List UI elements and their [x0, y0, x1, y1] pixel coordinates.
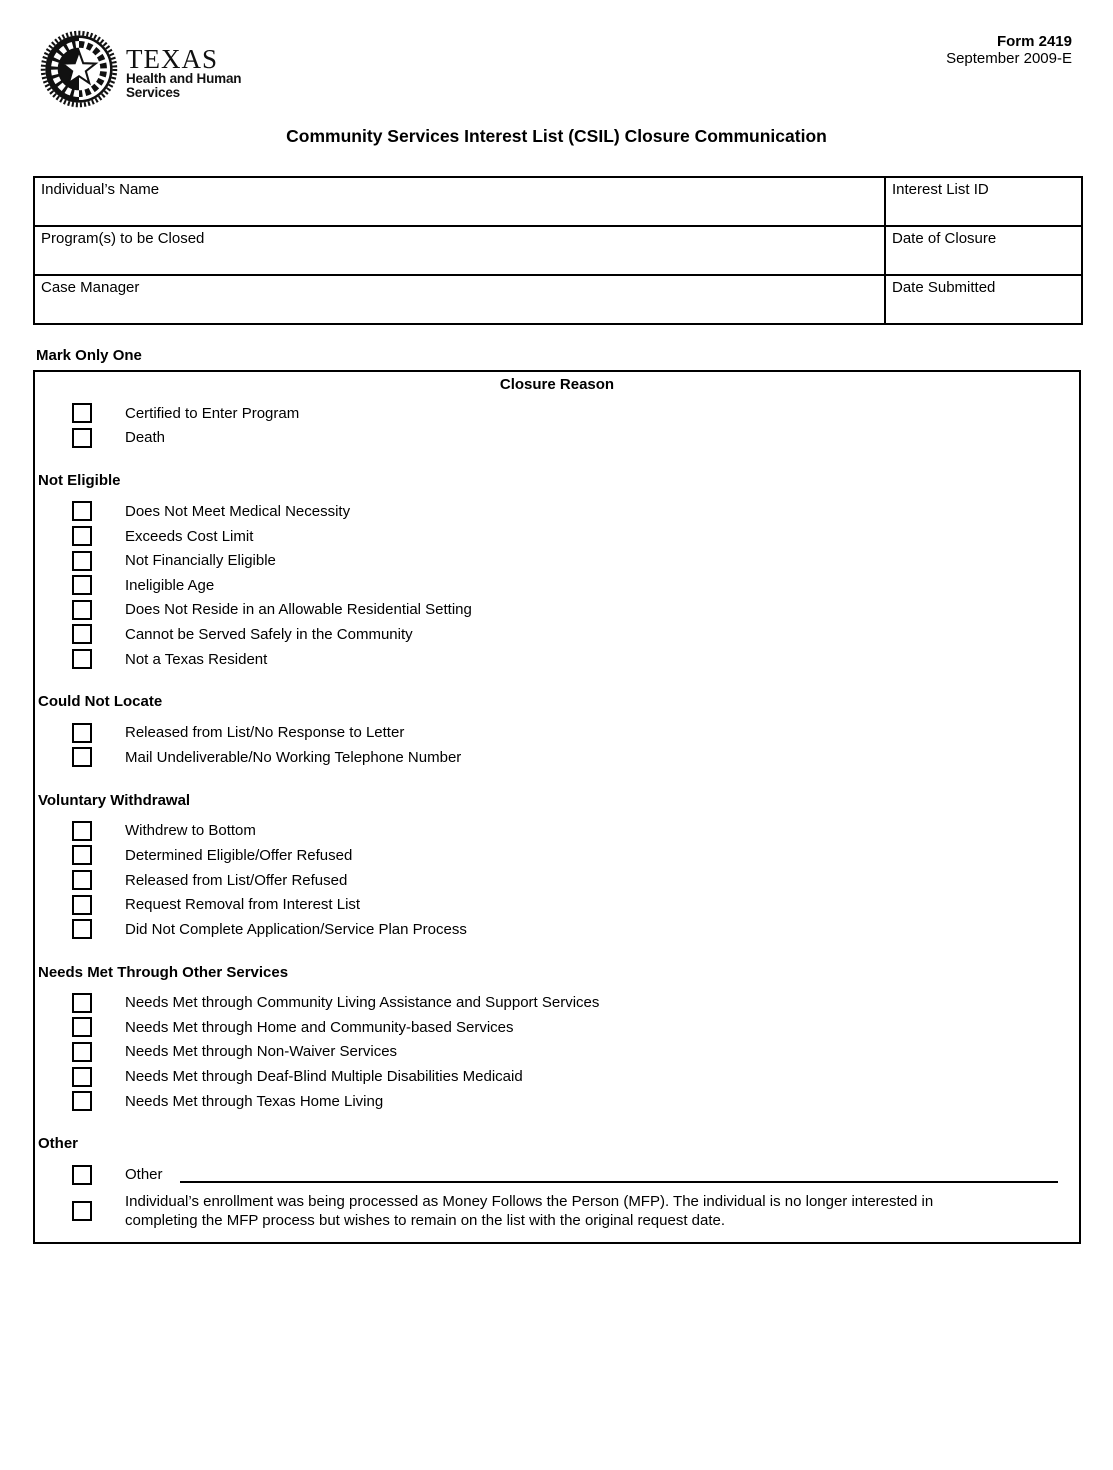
section-items [35, 499, 1079, 671]
closure-option [35, 720, 1079, 745]
closure-option [35, 401, 1079, 426]
form-page [0, 30, 1113, 1470]
checkbox-label: Individual’s enrollment was being processed as Money Follows the Person (MFP). The individual is no longer interested in completing the MFP process but wishes to remain on the list with the original request date. [125, 1193, 934, 1230]
checkbox[interactable] [72, 747, 92, 767]
closure-section [35, 791, 1079, 942]
field-date-of-closure[interactable]: Date of Closure [885, 226, 1082, 275]
closure-option [35, 843, 1079, 868]
checkbox[interactable] [72, 993, 92, 1013]
checkbox[interactable] [72, 919, 92, 939]
checkbox-label: Needs Met through Home and Community-based Services [125, 1018, 514, 1036]
section-heading: Voluntary Withdrawal [38, 791, 191, 809]
checkbox[interactable] [72, 526, 92, 546]
closure-reason-box [33, 370, 1081, 1244]
closure-option [35, 426, 1079, 451]
checkbox-label: Not Financially Eligible [125, 552, 276, 570]
checkbox-label: Other [125, 1166, 163, 1184]
checkbox-label: Exceeds Cost Limit [125, 527, 254, 545]
checkbox[interactable] [72, 1165, 92, 1185]
closure-section [35, 692, 1079, 769]
checkbox-label: Cannot be Served Safely in the Community [125, 625, 413, 643]
closure-sections [35, 401, 1079, 1230]
closure-option [35, 745, 1079, 770]
checkbox[interactable] [72, 501, 92, 521]
checkbox-label: Needs Met through Deaf-Blind Multiple Disabilities Medicaid [125, 1068, 523, 1086]
closure-option [35, 868, 1079, 893]
checkbox[interactable] [72, 551, 92, 571]
form-header [40, 30, 1080, 114]
checkbox-label: Ineligible Age [125, 576, 215, 594]
closure-option [35, 1015, 1079, 1040]
form-meta [946, 33, 1072, 67]
closure-section [35, 1134, 1079, 1230]
closure-option [35, 499, 1079, 524]
closure-option [35, 1040, 1079, 1065]
checkbox[interactable] [72, 1091, 92, 1111]
field-case-manager[interactable]: Case Manager [34, 275, 885, 324]
field-interest-list-id[interactable]: Interest List ID [885, 177, 1082, 226]
logo-agency-line2: Services [126, 85, 180, 100]
checkbox-label: Certified to Enter Program [125, 404, 300, 422]
closure-option [35, 1064, 1079, 1089]
closure-option [35, 917, 1079, 942]
checkbox-label: Request Removal from Interest List [125, 896, 361, 914]
checkbox[interactable] [72, 1017, 92, 1037]
section-heading: Not Eligible [38, 472, 121, 490]
field-programs-to-close[interactable]: Program(s) to be Closed [34, 226, 885, 275]
closure-option [35, 819, 1079, 844]
checkbox[interactable] [72, 624, 92, 644]
logo-state-name: TEXAS [126, 44, 218, 74]
checkbox-label: Death [125, 429, 166, 447]
checkbox-label: Not a Texas Resident [125, 650, 268, 668]
mark-only-one-label: Mark Only One [36, 347, 142, 364]
section-items [35, 720, 1079, 769]
agency-logo [40, 30, 1080, 113]
info-table [33, 176, 1083, 325]
checkbox-label: Needs Met through Non-Waiver Services [125, 1043, 398, 1061]
agency-logo-text [126, 30, 241, 100]
closure-option [35, 991, 1079, 1016]
checkbox-label: Needs Met through Community Living Assistance and Support Services [125, 994, 600, 1012]
checkbox[interactable] [72, 821, 92, 841]
closure-section [35, 471, 1079, 671]
checkbox-label: Mail Undeliverable/No Working Telephone Number [125, 748, 462, 766]
closure-option [35, 622, 1079, 647]
form-revision: September 2009-E [946, 50, 1072, 67]
checkbox[interactable] [72, 1067, 92, 1087]
closure-option [35, 892, 1079, 917]
section-heading: Needs Met Through Other Services [38, 963, 289, 981]
closure-reason-title: Closure Reason [499, 376, 615, 393]
checkbox-label: Does Not Reside in an Allowable Residential Setting [125, 601, 472, 619]
checkbox-label: Released from List/No Response to Letter [125, 724, 405, 742]
section-heading: Other [38, 1135, 79, 1153]
closure-option [35, 647, 1079, 672]
closure-option [35, 598, 1079, 623]
closure-option [35, 573, 1079, 598]
section-items [35, 1162, 1079, 1230]
texas-state-seal-icon [40, 30, 118, 113]
section-items [35, 819, 1079, 942]
checkbox[interactable] [72, 845, 92, 865]
closure-option [35, 1089, 1079, 1114]
checkbox[interactable] [72, 403, 92, 423]
closure-option [35, 548, 1079, 573]
checkbox[interactable] [72, 870, 92, 890]
other-fill-line[interactable] [180, 1167, 1058, 1183]
checkbox-label: Released from List/Offer Refused [125, 871, 348, 889]
checkbox-label: Did Not Complete Application/Service Plan Process [125, 920, 467, 938]
section-items [35, 401, 1079, 450]
checkbox[interactable] [72, 1201, 92, 1221]
table-row [34, 226, 1082, 275]
checkbox[interactable] [72, 723, 92, 743]
field-date-submitted[interactable]: Date Submitted [885, 275, 1082, 324]
table-row [34, 177, 1082, 226]
checkbox[interactable] [72, 1042, 92, 1062]
page-title: Community Services Interest List (CSIL) Closure Communication [286, 126, 827, 146]
form-number: Form 2419 [996, 33, 1072, 50]
closure-option [35, 1192, 1079, 1230]
closure-section [35, 401, 1079, 450]
closure-section [35, 963, 1079, 1114]
checkbox-label: Does Not Meet Medical Necessity [125, 502, 351, 520]
checkbox-label: Needs Met through Texas Home Living [125, 1092, 384, 1110]
section-items [35, 991, 1079, 1114]
checkbox[interactable] [72, 600, 92, 620]
field-individual-name[interactable]: Individual’s Name [34, 177, 885, 226]
checkbox-label: Determined Eligible/Offer Refused [125, 846, 353, 864]
checkbox[interactable] [72, 575, 92, 595]
table-row [34, 275, 1082, 324]
checkbox-label: Withdrew to Bottom [125, 822, 256, 840]
checkbox[interactable] [72, 428, 92, 448]
logo-agency-line1: Health and Human [126, 71, 242, 86]
section-heading: Could Not Locate [38, 693, 163, 711]
checkbox[interactable] [72, 649, 92, 669]
closure-option [35, 1162, 1079, 1187]
checkbox[interactable] [72, 895, 92, 915]
closure-option [35, 524, 1079, 549]
